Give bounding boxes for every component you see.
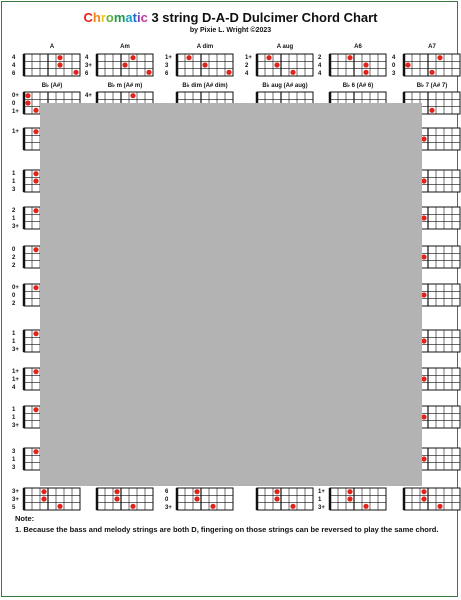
fret-number: 0+ [12,93,19,99]
finger-dot [33,247,38,252]
fret-number [245,496,255,504]
fret-number: 4 [85,55,89,61]
fret-number: 4 [318,71,322,77]
chord-fingering [12,170,22,194]
fretboard-outline [97,488,153,510]
chord-name: B♭ (A#) [41,83,63,89]
fret-number: 2 [318,55,322,61]
note-text: 1. Because the bass and melody strings are both D, fingering on those strings can be reversed to play the same chord. [15,525,439,534]
fret-number: 4+ [85,93,92,99]
finger-dot [290,504,295,509]
chord-fingering [392,54,402,78]
chord-fingering [12,246,22,270]
chord-name: B♭ m (A# m) [107,83,143,89]
fret-number [12,144,22,152]
finger-dot [33,178,38,183]
fret-number: 5 [12,505,16,511]
fret-number [392,496,402,504]
fret-number: 0+ [12,285,19,291]
fret-number: 3 [12,449,16,455]
fret-number: 1+ [245,55,252,61]
fret-number: 2 [12,255,16,261]
fret-number: 4 [318,63,322,69]
fret-number: 1 [12,415,16,421]
title-letter: C [83,10,93,25]
chord-name: B♭ 7 (A# 7) [416,83,448,89]
fret-number [85,488,95,496]
fret-number: 3 [392,71,396,77]
fret-number: 4 [12,385,16,391]
note-section [15,513,445,535]
chord-fingering [245,54,255,78]
fretboard [22,52,82,78]
title-letter: t [132,10,137,25]
chord-name: A7 [428,44,436,50]
fret-number: 0 [12,101,16,107]
finger-dot [57,55,62,60]
fret-number: 1 [12,331,16,337]
fret-number: 1 [12,457,16,463]
finger-dot [421,254,426,259]
fret-number: 6 [165,489,169,495]
finger-dot [266,55,271,60]
finger-dot [210,504,215,509]
finger-dot [363,504,368,509]
fret-number: 3+ [12,423,19,429]
chord-name: B♭ 6 (A# 6) [342,83,374,89]
fret-number [245,92,255,100]
finger-dot [122,62,127,67]
finger-dot [421,376,426,381]
fretboard-outline [257,488,313,510]
finger-dot [347,489,352,494]
fret-number [245,488,255,496]
fret-number [392,488,402,496]
finger-dot [194,496,199,501]
chord-name: A6 [354,44,362,50]
title-letter: o [105,10,114,25]
finger-dot [429,108,434,113]
chord-name: Am [120,44,130,50]
finger-dot [347,496,352,501]
title-letter: i [136,10,141,25]
fret-number [318,92,328,100]
chord-fingering [12,406,22,430]
fret-number: 1+ [12,109,19,115]
chord-fingering [12,284,22,308]
fretboard [402,486,461,512]
finger-dot [363,70,368,75]
finger-dot [421,136,426,141]
fret-number: 1+ [318,489,325,495]
finger-dot [421,414,426,419]
title-rainbow-word [83,10,147,25]
fretboard-outline [177,488,233,510]
fret-number: 6 [12,71,16,77]
finger-dot [290,70,295,75]
finger-dot [202,62,207,67]
finger-dot [437,504,442,509]
fret-number: 1 [12,339,16,345]
finger-dot [33,108,38,113]
chord-fingering [392,488,402,512]
fret-number: 1 [12,216,16,222]
fretboard [175,486,235,512]
finger-dot [274,496,279,501]
fretboard-outline [257,54,313,76]
finger-dot [421,496,426,501]
fretboard [255,486,315,512]
finger-dot [421,456,426,461]
fret-number: 3+ [12,347,19,353]
fret-number: 1 [318,497,322,503]
fret-number: 1 [12,179,16,185]
chord-name: A dim [196,44,214,50]
finger-dot [57,62,62,67]
finger-dot [421,292,426,297]
finger-dot [186,55,191,60]
fret-number: 1+ [12,369,19,375]
finger-dot [57,504,62,509]
finger-dot [130,504,135,509]
finger-dot [114,496,119,501]
finger-dot [41,489,46,494]
finger-dot [114,489,119,494]
finger-dot [363,62,368,67]
chord-fingering [12,54,22,78]
fret-number [392,92,402,100]
fret-number: 3+ [12,224,19,230]
fretboard [328,52,388,78]
finger-dot [226,70,231,75]
chord-name: B♭ aug (A# aug) [262,83,308,89]
finger-dot [25,100,30,105]
fretboard [402,52,461,78]
fret-number: 3 [165,63,169,69]
fretboard-outline [404,488,460,510]
chord-fingering [318,488,328,512]
fret-number: 1+ [12,129,19,135]
finger-dot [274,62,279,67]
fret-number: 0 [12,247,16,253]
chord-fingering [12,128,22,152]
fretboard [328,486,388,512]
fret-number: 0 [12,293,16,299]
fret-number: 3+ [85,63,92,69]
fret-number [85,504,95,512]
fret-number: 6 [165,71,169,77]
fret-number: 4 [12,63,16,69]
fret-number: 3 [12,187,16,193]
fret-number: 6 [85,71,89,77]
finger-dot [421,178,426,183]
fret-number [392,504,402,512]
fret-number: 4 [12,55,16,61]
fret-number: 2 [12,208,16,214]
fretboard-outline [24,54,80,76]
chord-name: A [49,44,55,50]
chord-fingering [12,330,22,354]
finger-dot [130,55,135,60]
fret-number: 3+ [12,497,19,503]
fret-number: 3+ [318,505,325,511]
finger-dot [33,407,38,412]
fret-number: 1 [12,171,16,177]
finger-dot [41,496,46,501]
finger-dot [194,489,199,494]
chord-fingering [318,54,328,78]
fret-number [245,504,255,512]
fret-number: 3+ [12,489,19,495]
finger-dot [130,93,135,98]
chord-fingering [12,92,22,116]
byline: by Pixie L. Wright ©2023 [189,27,272,34]
title-letter: c [140,10,148,25]
fret-number: 0 [392,63,396,69]
page-title [0,10,461,25]
chord-fingering [12,488,22,512]
finger-dot [33,285,38,290]
title-letter: a [125,10,133,25]
fret-number [85,496,95,504]
fret-number: 2 [245,63,249,69]
fret-number: 3 [12,465,16,471]
fret-number: 4 [245,71,249,77]
finger-dot [146,70,151,75]
finger-dot [421,338,426,343]
fret-number [12,136,22,144]
fret-number: 1+ [165,55,172,61]
finger-dot [33,171,38,176]
fret-number: 0 [165,497,169,503]
fretboard [95,52,155,78]
chord-fingering [85,488,95,512]
chord-fingering [85,54,95,78]
fretboard [95,486,155,512]
fret-number: 2 [12,263,16,269]
fretboard-outline [24,488,80,510]
finger-dot [33,369,38,374]
chord-fingering [12,368,22,392]
fretboard [175,52,235,78]
finger-dot [274,489,279,494]
finger-dot [73,70,78,75]
finger-dot [405,62,410,67]
fretboard-outline [330,488,386,510]
fret-number [165,92,175,100]
fret-number: 2 [12,301,16,307]
note-heading: Note: [15,514,35,523]
finger-dot [421,215,426,220]
title-letter: h [92,10,101,25]
chord-name: A aug [276,44,294,50]
finger-dot [421,489,426,494]
chord-name: B♭ dim (A# dim) [182,83,228,89]
chord-fingering [245,488,255,512]
chord-fingering [165,54,175,78]
title-letter: m [113,10,126,25]
finger-dot [33,129,38,134]
fret-number: 1+ [12,377,19,383]
chord-fingering [12,448,22,472]
chord-fingering [12,207,22,231]
title-rest: 3 string D-A-D Dulcimer Chord Chart [147,10,378,25]
fret-number: 4 [392,55,396,61]
chord-fingering [165,488,175,512]
gray-overlay-box [40,103,422,486]
finger-dot [25,93,30,98]
fretboard [255,52,315,78]
finger-dot [429,70,434,75]
finger-dot [347,55,352,60]
finger-dot [33,449,38,454]
fret-number: 1 [12,407,16,413]
finger-dot [33,208,38,213]
title-letter: r [100,10,106,25]
fret-number: 3+ [165,505,172,511]
finger-dot [437,55,442,60]
finger-dot [33,331,38,336]
fretboard [22,486,82,512]
fretboard-outline [330,54,386,76]
